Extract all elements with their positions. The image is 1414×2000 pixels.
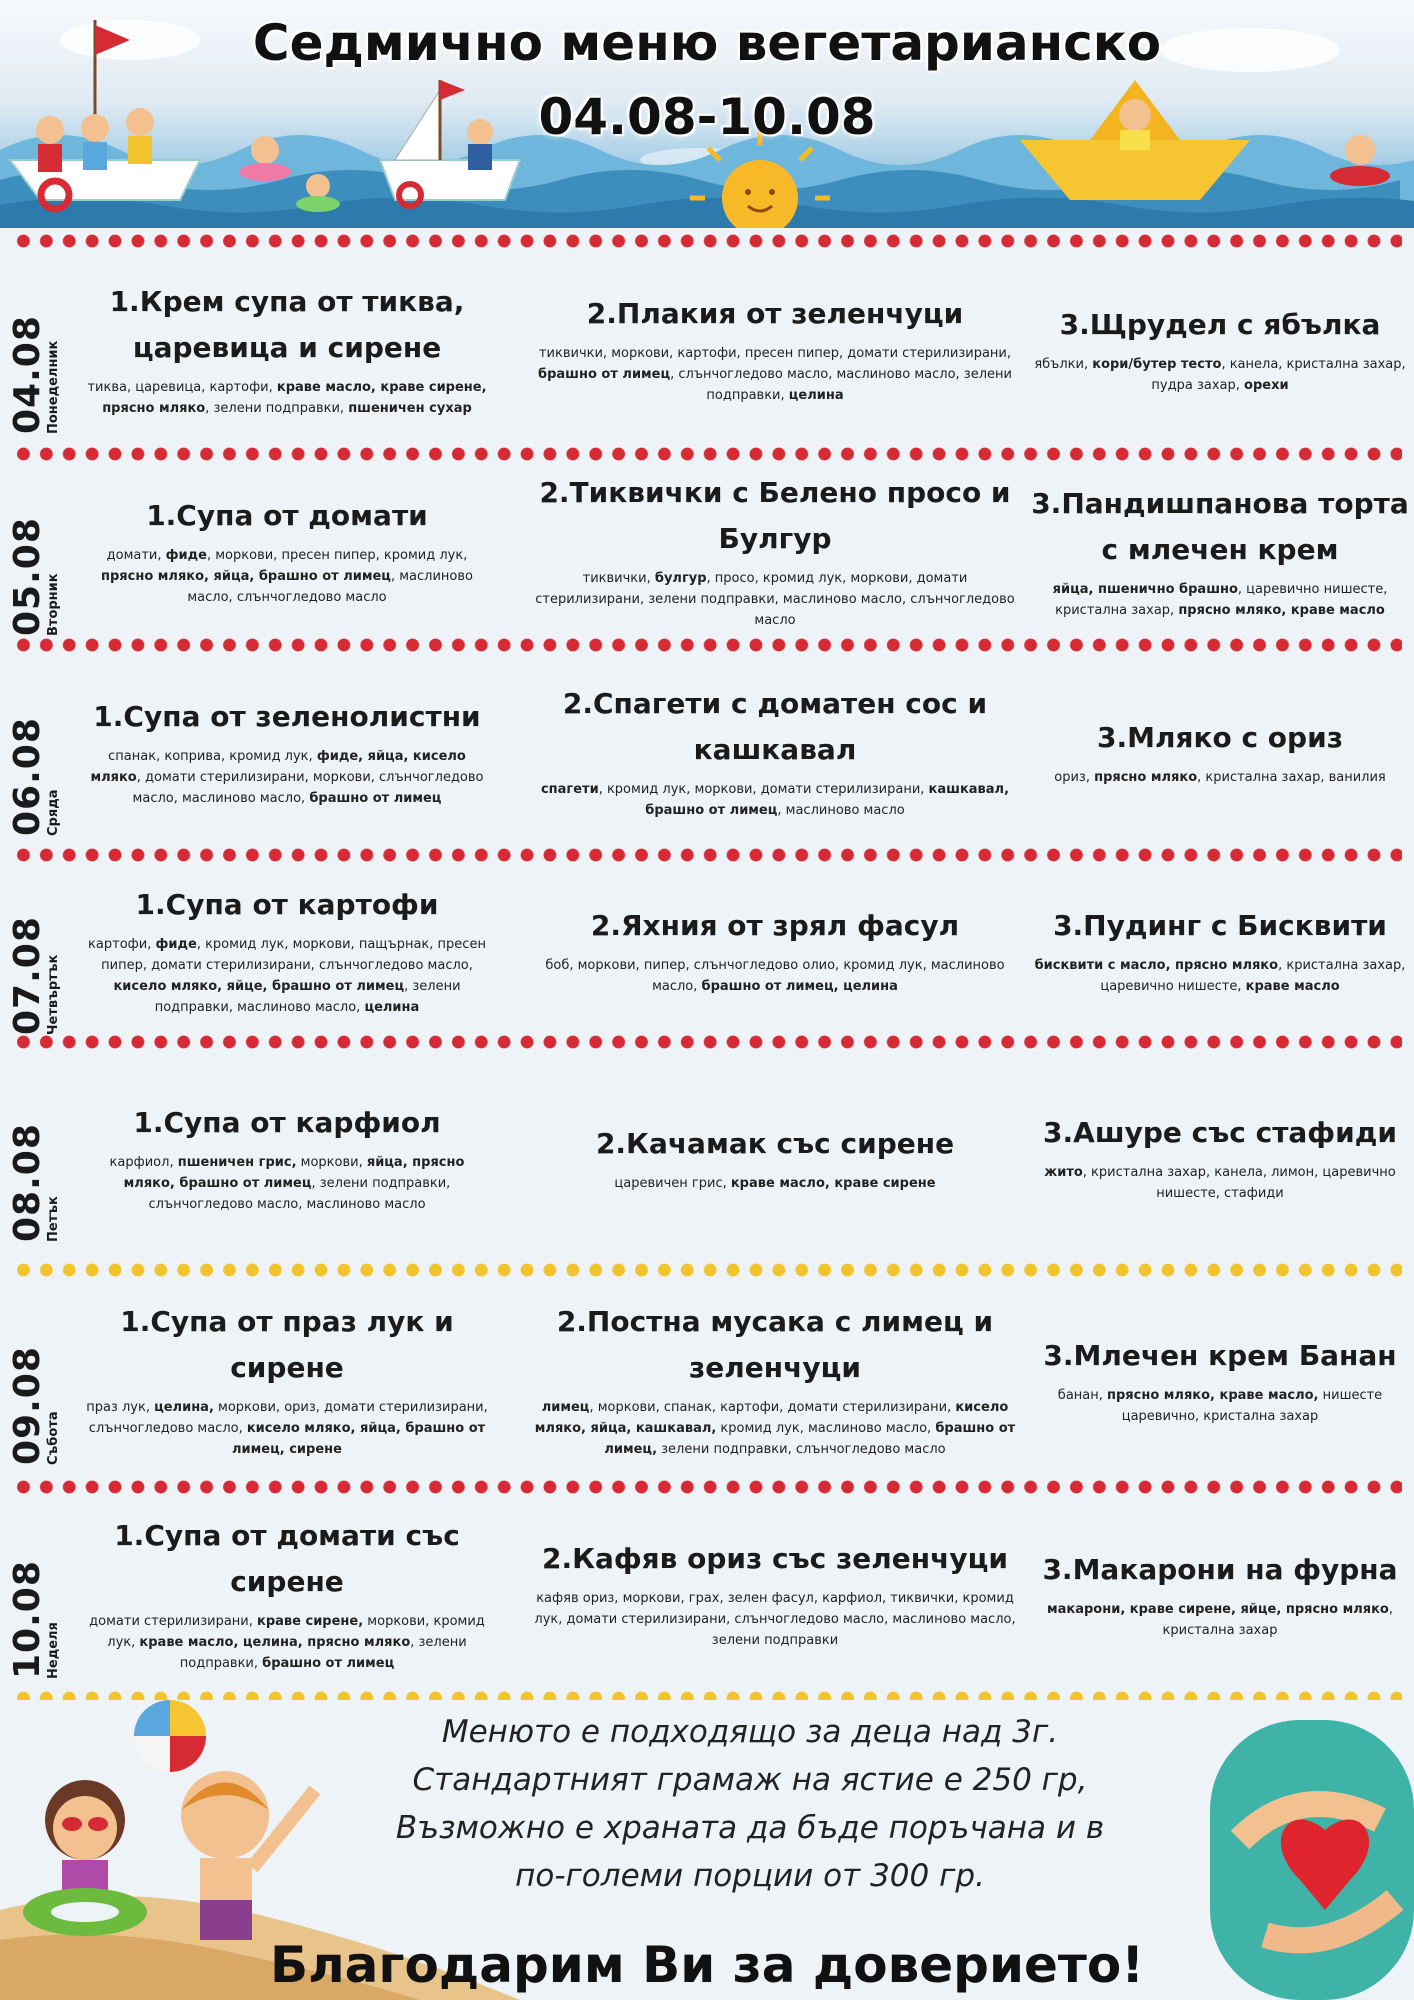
dish-ingredients: лимец, моркови, спанак, картофи, домати стерилизирани, кисело мляко, яйца, кашкавал, кромид лук, маслиново масло, брашно от лимец, зелени подправки, слънчогледово масло xyxy=(534,1400,1016,1457)
dish-1 xyxy=(82,1513,492,1674)
dish-2 xyxy=(530,1121,1020,1194)
dish-name: 1.Супа от карфиол xyxy=(133,1105,441,1139)
footer-note-line: Менюто е подходящо за деца над 3г. xyxy=(441,1714,1059,1750)
day-date xyxy=(7,250,68,447)
footer-note xyxy=(340,1708,1160,1900)
day-row xyxy=(0,654,1414,848)
dish-1 xyxy=(82,493,492,608)
dish-3 xyxy=(1020,1110,1414,1204)
footer-note-line: Възможно е храната да бъде поръчана и в xyxy=(395,1810,1105,1846)
dish-ingredients: домати, фиде, моркови, пресен пипер, кромид лук, прясно мляко, яйца, брашно от лимец, маслиново масло, слънчогледово масло xyxy=(101,548,473,605)
dish-name: 2.Постна мусака с лимец и зеленчуци xyxy=(556,1305,994,1384)
dish-ingredients: бисквити с масло, прясно мляко, кристална захар, царевично нишесте, краве масло xyxy=(1034,957,1406,994)
dish-2 xyxy=(530,1536,1020,1651)
dish-name: 1.Супа от домати със сирене xyxy=(114,1519,460,1598)
day-row xyxy=(0,250,1414,447)
dish-name: 3.Пудинг с Бисквити xyxy=(1053,908,1387,942)
dish-3 xyxy=(1020,903,1414,997)
date-number: 08.08 xyxy=(7,1123,48,1242)
dish-ingredients: ориз, прясно мляко, кристална захар, ванилия xyxy=(1054,769,1386,785)
dish-1 xyxy=(82,882,492,1018)
dish-1 xyxy=(82,279,492,419)
girl-icon xyxy=(23,1780,147,1936)
dish-name: 3.Макарони на фурна xyxy=(1042,1552,1398,1586)
day-date xyxy=(7,1496,68,1691)
date-number: 10.08 xyxy=(7,1559,48,1679)
dish-3 xyxy=(1020,481,1414,621)
dish-2 xyxy=(530,1299,1020,1460)
dish-name: 1.Супа от домати xyxy=(146,499,428,532)
dish-name: 2.Яхния от зрял фасул xyxy=(590,908,960,942)
dot-divider xyxy=(12,1480,1402,1494)
dish-name: 3.Млечен крем Банан xyxy=(1043,1338,1397,1372)
day-date xyxy=(7,654,68,848)
dish-2 xyxy=(530,470,1020,631)
weekly-menu xyxy=(0,228,1414,1700)
dish-name: 2.Плакия от зеленчуци xyxy=(586,297,964,330)
footer-note-line: по-големи порции от 300 гр. xyxy=(515,1858,985,1894)
dish-1 xyxy=(82,1100,492,1215)
dot-divider xyxy=(12,1035,1402,1049)
dish-3 xyxy=(1020,715,1414,788)
dish-ingredients: макарони, краве сирене, яйце, прясно мляко, кристална захар xyxy=(1047,1601,1393,1638)
dish-name: 3.Мляко с ориз xyxy=(1097,720,1343,754)
dot-divider xyxy=(12,1263,1402,1277)
beach-ball-icon xyxy=(134,1700,206,1772)
dish-1 xyxy=(82,1299,492,1460)
dish-name: 2.Тиквички с Белено просо и Булгур xyxy=(539,476,1011,555)
dish-name: 3.Ашуре със стафиди xyxy=(1043,1116,1397,1149)
dot-divider xyxy=(12,234,1402,248)
dish-name: 3.Пандишпанова торта с млечен крем xyxy=(1031,486,1409,566)
weekday-label: Понеделник xyxy=(46,340,61,434)
date-number: 07.08 xyxy=(7,915,48,1035)
day-date xyxy=(7,1279,68,1480)
dish-ingredients: кафяв ориз, моркови, грах, зелен фасул, карфиол, тиквички, кромид лук, домати стерилизирани, слънчогледово масло, маслиново масло, зелени подправки xyxy=(534,1591,1016,1648)
day-row xyxy=(0,1279,1414,1480)
day-row xyxy=(0,864,1414,1035)
dish-name: 2.Кафяв ориз със зеленчуци xyxy=(542,1542,1008,1575)
footer-note-line: Стандартният грамаж на ястие е 250 гр, xyxy=(412,1762,1088,1798)
weekday-label: Четвъртък xyxy=(46,954,61,1035)
weekday-label: Петък xyxy=(46,1196,61,1242)
boy-icon xyxy=(181,1771,315,1940)
dish-3 xyxy=(1020,1547,1414,1641)
dish-name: 1.Супа от картофи xyxy=(135,887,439,921)
date-number: 09.08 xyxy=(7,1345,48,1465)
menu-date-range: 04.08-10.08 xyxy=(538,88,876,146)
dish-2 xyxy=(530,903,1020,997)
date-number: 04.08 xyxy=(7,314,48,434)
dish-name: 3.Щрудел с ябълка xyxy=(1059,307,1381,341)
dish-ingredients: боб, моркови, пипер, слънчогледово олио, кромид лук, маслиново масло, брашно от лимец, целина xyxy=(545,957,1005,994)
day-row xyxy=(0,1051,1414,1263)
weekday-label: Неделя xyxy=(46,1621,61,1679)
day-date xyxy=(7,864,68,1035)
dish-ingredients: домати стерилизирани, краве сирене, моркови, кромид лук, краве масло, целина, прясно мляко, зелени подправки, брашно от лимец xyxy=(89,1614,485,1671)
dish-ingredients: карфиол, пшеничен грис, моркови, яйца, прясно мляко, брашно от лимец, зелени подправки, слънчогледово масло, маслиново масло xyxy=(109,1154,465,1212)
dish-ingredients: спанак, коприва, кромид лук, фиде, яйца, кисело мляко, домати стерилизирани, моркови, слънчогледово масло, маслиново масло, брашно от лимец xyxy=(90,748,484,806)
dot-divider xyxy=(12,638,1402,652)
day-row xyxy=(0,463,1414,638)
dish-ingredients: тиква, царевица, картофи, краве масло, краве сирене, прясно мляко, зелени подправки, пшеничен сухар xyxy=(87,379,487,416)
dish-3 xyxy=(1020,302,1414,396)
dish-1 xyxy=(82,694,492,809)
day-date xyxy=(7,463,68,638)
footer xyxy=(0,1700,1414,2000)
dish-ingredients: спагети, кромид лук, моркови, домати стерилизирани, кашкавал, брашно от лимец, маслиново масло xyxy=(540,782,1010,818)
dish-ingredients: картофи, фиде, кромид лук, моркови, пащърнак, пресен пипер, домати стерилизирани, слънчогледово масло, кисело мляко, яйце, брашно от лимец, зелени подправки, маслиново масло, целина xyxy=(88,936,486,1015)
weekday-label: Събота xyxy=(46,1410,61,1465)
dish-2 xyxy=(530,291,1020,406)
dish-name: 1.Крем супа от тиква, царевица и сирене xyxy=(109,284,465,364)
dish-ingredients: ябълки, кори/бутер тесто, канела, кристална захар, пудра захар, орехи xyxy=(1034,356,1406,393)
weekday-label: Вторник xyxy=(46,572,61,636)
dish-ingredients: банан, прясно мляко, краве масло, нишесте царевично, кристална захар xyxy=(1057,1387,1383,1424)
date-number: 06.08 xyxy=(7,717,48,836)
day-date xyxy=(7,1051,68,1263)
header-banner xyxy=(0,0,1414,228)
day-row xyxy=(0,1496,1414,1691)
dish-name: 2.Качамак със сирене xyxy=(595,1126,955,1160)
dish-name: 1.Супа от зеленолистни xyxy=(93,699,481,733)
dish-ingredients: тиквички, булгур, просо, кромид лук, моркови, домати стерилизирани, зелени подправки, маслиново масло, слънчогледово масло xyxy=(535,571,1015,628)
menu-title: Седмично меню вегетарианско xyxy=(252,14,1162,72)
dish-ingredients: праз лук, целина, моркови, ориз, домати стерилизирани, слънчогледово масло, кисело мляко, яйца, брашно от лимец, сирене xyxy=(86,1400,488,1457)
thanks-message: Благодарим Ви за доверието! xyxy=(269,1936,1145,1994)
dish-name: 1.Супа от праз лук и сирене xyxy=(120,1305,454,1384)
dish-ingredients: яйца, пшенично брашно, царевично нишесте, кристална захар, прясно мляко, краве масло xyxy=(1052,581,1388,618)
dish-3 xyxy=(1020,1333,1414,1427)
date-number: 05.08 xyxy=(7,516,48,636)
weekday-label: Сряда xyxy=(46,789,61,836)
dish-ingredients: царевичен грис, краве масло, краве сирене xyxy=(614,1175,936,1191)
dish-2 xyxy=(530,681,1020,821)
dot-divider xyxy=(12,848,1402,862)
dish-ingredients: тиквички, моркови, картофи, пресен пипер, домати стерилизирани, брашно от лимец, слънчогледово масло, маслиново масло, зелени подправки, целина xyxy=(538,346,1012,403)
dot-divider xyxy=(12,447,1402,461)
dish-ingredients: жито, кристална захар, канела, лимон, царевично нишесте, стафиди xyxy=(1044,1165,1396,1201)
dish-name: 2.Спагети с доматен сос и кашкавал xyxy=(562,687,988,766)
